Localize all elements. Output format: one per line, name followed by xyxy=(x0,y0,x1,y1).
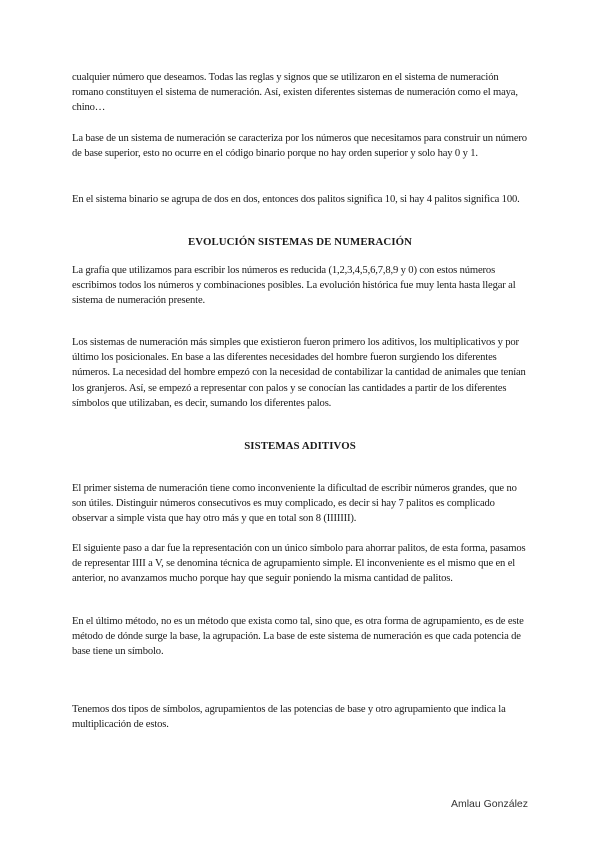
heading-aditivos: SISTEMAS ADITIVOS xyxy=(244,440,356,452)
paragraph-roman-numeration: cualquier número que deseamos. Todas las reglas y signos que se utilizaron en el sistema de numeración romano constituyen el sistema de numeración. Así, existen diferentes sistemas de numeración como el maya, chino… xyxy=(72,72,518,114)
paragraph-last-method: En el último método, no es un método que exista como tal, sino que, es otra forma de agrupamiento, es de este método de dónde surge la base, la agrupación. La base de este sistema de numeración es que cada potencia de base tiene un símbolo. xyxy=(72,616,524,658)
paragraph-simple-grouping: El siguiente paso a dar fue la representación con un único símbolo para ahorrar palitos, de esta forma, pasamos de representar IIII a V, se denomina técnica de agrupamiento simple. El inconveniente es el mismo que en el anterior, no avanzamos mucho porque hay que seguir poniendo la misma cantidad de palitos. xyxy=(72,543,526,585)
paragraph-base-definition: La base de un sistema de numeración se caracteriza por los números que necesitamos para construir un número de base superior, esto no ocurre en el código binario porque no hay orden superior y solo hay 0 y 1. xyxy=(72,133,527,160)
paragraph-symbol-types: Tenemos dos tipos de símbolos, agrupamientos de las potencias de base y otro agrupamiento que indica la multiplicación de estos. xyxy=(72,704,506,731)
author-name: Amlau González xyxy=(450,798,528,810)
paragraph-simple-systems: Los sistemas de numeración más simples que existieron fueron primero los aditivos, los multiplicativos y por último los posicionales. En base a las diferentes necesidades del hombre fueron surgiendo los diferentes números. La necesidad del hombre empezó con la necesidad de contabilizar la cantidad de animales que tenían los granjeros. Así, se empezó a representar con palos y se conocían las cantidades a partir de los diferentes símbolos que utilizaban, es decir, sumando los diferentes palos. xyxy=(72,337,526,409)
paragraph-binary-system: En el sistema binario se agrupa de dos en dos, entonces dos palitos significa 10, si hay 4 palitos significa 100. xyxy=(72,194,520,205)
paragraph-grafia: La grafía que utilizamos para escribir los números es reducida (1,2,3,4,5,6,7,8,9 y 0) con estos números escribimos todos los números y combinaciones posibles. La evolución histórica fue muy lenta hasta llegar al sistema de numeración presente. xyxy=(72,265,516,307)
heading-evolucion: EVOLUCIÓN SISTEMAS DE NUMERACIÓN xyxy=(187,236,413,248)
paragraph-first-system: El primer sistema de numeración tiene como inconveniente la dificultad de escribir números grandes, que no son útiles. Distinguir números consecutivos es muy complicado, es decir si hay 7 palitos es complicado observar a simple vista que hay otro más y que en total son 8 (IIIIIII). xyxy=(72,483,517,525)
